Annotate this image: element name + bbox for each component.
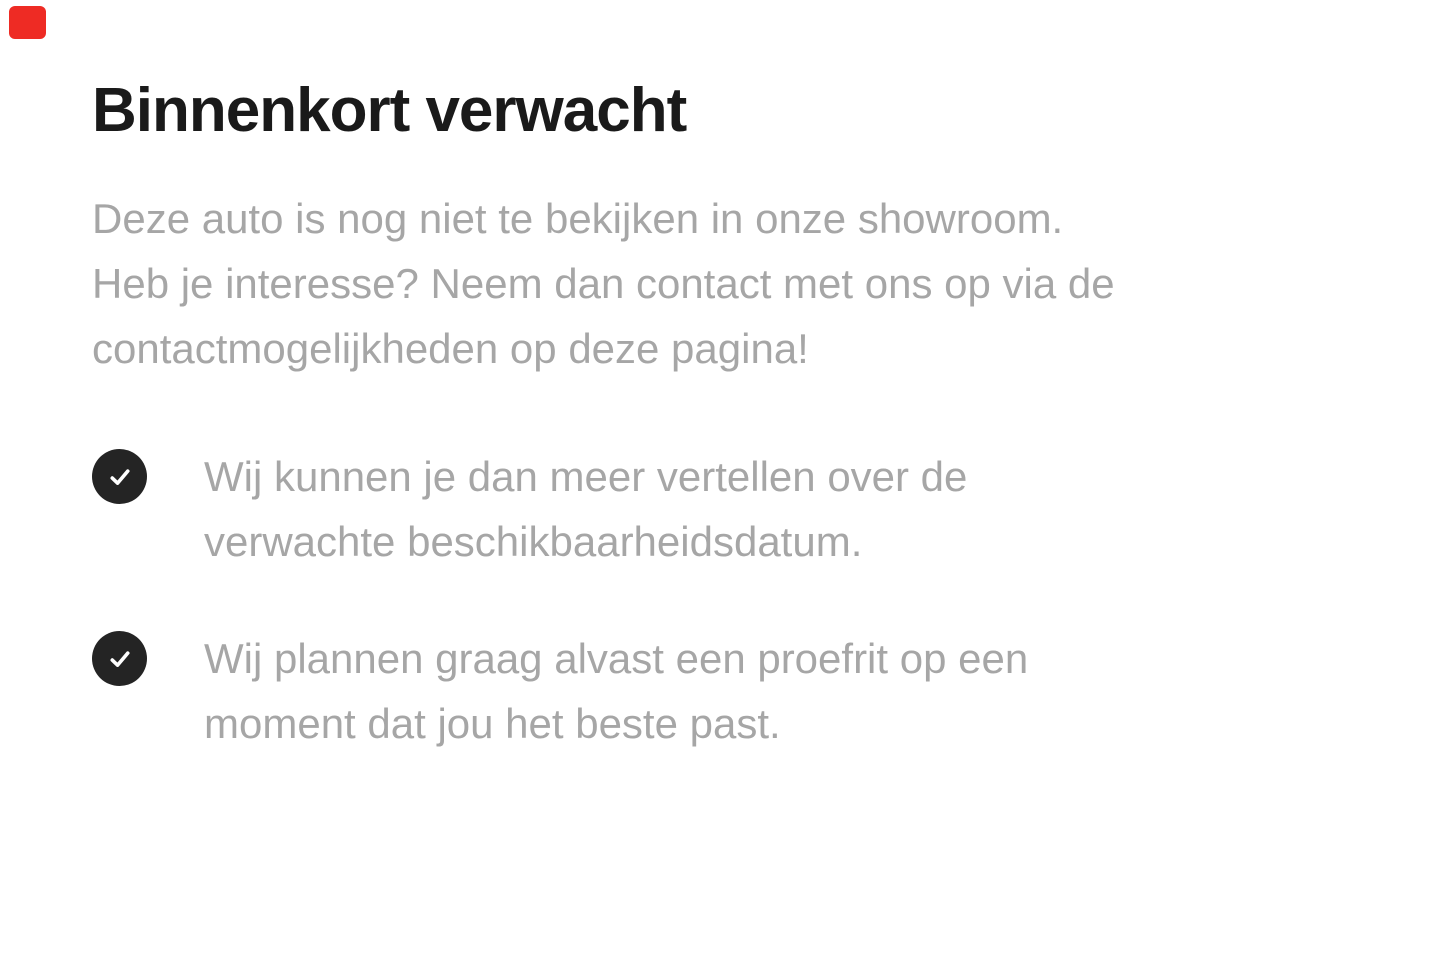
intro-line: contactmogelijkheden op deze pagina!: [92, 325, 809, 372]
checklist: [92, 444, 1352, 756]
checklist-item-line: Wij plannen graag alvast een proefrit op een: [204, 635, 1029, 682]
checklist-item: [92, 626, 1352, 756]
section-title: Binnenkort verwacht: [92, 76, 687, 145]
coming-soon-section: [92, 76, 1352, 808]
intro-line: Deze auto is nog niet te bekijken in onze showroom.: [92, 195, 1064, 242]
checklist-item-text: [204, 444, 967, 574]
check-circle-icon: [92, 631, 147, 686]
checklist-item-line: Wij kunnen je dan meer vertellen over de: [204, 453, 968, 500]
intro-line: Heb je interesse? Neem dan contact met ons op via de: [92, 260, 1115, 307]
checklist-item-line: moment dat jou het beste past.: [204, 700, 781, 747]
intro-paragraph: [92, 186, 1352, 381]
checklist-item-line: verwachte beschikbaarheidsdatum.: [204, 518, 863, 565]
checklist-item: [92, 444, 1352, 574]
checklist-item-text: [204, 626, 1028, 756]
red-indicator-badge: [9, 6, 46, 39]
check-circle-icon: [92, 449, 147, 504]
